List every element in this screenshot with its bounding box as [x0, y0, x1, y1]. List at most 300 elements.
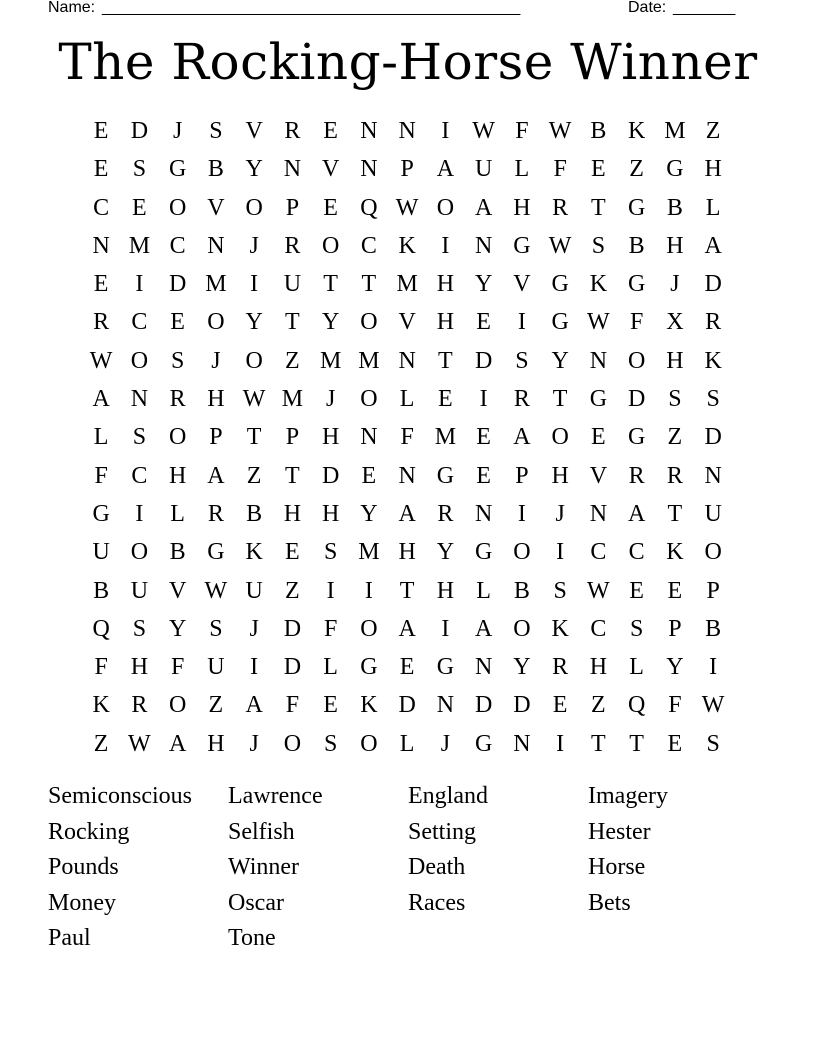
grid-letter[interactable]: V [321, 156, 340, 183]
grid-letter[interactable]: L [323, 654, 338, 681]
grid-letter[interactable]: S [553, 577, 567, 604]
grid-row [82, 495, 732, 533]
grid-letter[interactable]: E [323, 118, 338, 144]
grid-letter[interactable]: N [474, 500, 493, 527]
grid-letter[interactable]: A [92, 386, 110, 413]
grid-letter[interactable]: A [245, 692, 263, 719]
grid-letter[interactable]: B [666, 194, 683, 221]
grid-letter[interactable]: O [245, 347, 263, 374]
grid-letter[interactable]: V [207, 194, 225, 221]
grid-letter[interactable]: F [94, 462, 108, 489]
grid-letter[interactable]: O [436, 194, 455, 221]
grid-letter[interactable]: R [93, 309, 110, 336]
grid-letter[interactable]: S [706, 730, 720, 757]
grid-letter[interactable]: I [441, 232, 450, 259]
grid-letter[interactable]: R [169, 386, 186, 413]
grid-letter[interactable]: O [168, 194, 187, 221]
grid-letter[interactable]: I [441, 615, 450, 642]
grid-letter[interactable]: S [515, 347, 529, 374]
grid-letter[interactable]: O [130, 539, 149, 566]
grid-letter[interactable]: N [474, 654, 493, 681]
grid-letter[interactable]: Z [285, 347, 300, 374]
grid-letter[interactable]: H [398, 539, 416, 566]
grid-letter[interactable]: G [474, 539, 493, 566]
grid-letter[interactable]: S [132, 156, 147, 183]
grid-letter[interactable]: Z [285, 577, 300, 604]
grid-letter[interactable]: N [704, 462, 722, 489]
grid-letter[interactable]: H [207, 730, 225, 757]
grid-letter[interactable]: F [515, 118, 529, 144]
grid-letter[interactable]: O [207, 309, 225, 336]
grid-letter[interactable]: E [591, 424, 606, 451]
grid-letter[interactable]: E [591, 156, 606, 183]
grid-letter[interactable]: I [556, 539, 565, 566]
grid-letter[interactable]: U [704, 500, 722, 527]
grid-letter[interactable]: V [245, 118, 263, 144]
grid-letter[interactable]: O [513, 615, 531, 642]
grid-letter[interactable]: G [92, 500, 110, 527]
grid-letter[interactable]: U [130, 577, 149, 604]
grid-letter[interactable]: N [130, 386, 149, 413]
grid-letter[interactable]: G [627, 271, 646, 298]
grid-letter[interactable]: J [211, 347, 221, 374]
grid-letter[interactable]: Q [92, 615, 110, 642]
grid-letter[interactable]: I [364, 577, 373, 604]
grid-letter[interactable]: E [323, 194, 338, 221]
grid-letter[interactable]: M [396, 271, 418, 298]
grid-letter[interactable]: D [130, 118, 149, 144]
grid-letter[interactable]: I [326, 577, 335, 604]
grid-letter[interactable]: O [513, 539, 531, 566]
grid-letter[interactable]: L [93, 424, 109, 451]
grid-letter[interactable]: M [319, 347, 342, 374]
grid-letter[interactable]: H [321, 424, 340, 451]
grid-letter[interactable]: A [168, 730, 187, 757]
word-list-row [48, 815, 768, 851]
grid-letter[interactable]: N [360, 424, 378, 451]
grid-letter[interactable]: J [172, 118, 183, 144]
grid-letter[interactable]: A [474, 615, 493, 642]
grid-letter[interactable]: E [476, 462, 491, 489]
grid-letter[interactable]: P [285, 424, 300, 451]
grid-letter[interactable]: T [361, 271, 377, 298]
grid-letter[interactable]: S [209, 118, 223, 144]
grid-letter[interactable]: A [398, 615, 416, 642]
grid-letter[interactable]: P [285, 194, 300, 221]
grid-letter[interactable]: Z [208, 692, 224, 719]
grid-letter[interactable]: N [474, 232, 493, 259]
grid-letter[interactable]: K [92, 692, 110, 719]
grid-letter[interactable]: R [284, 118, 301, 144]
grid-letter[interactable]: Y [245, 156, 263, 183]
grid-letter[interactable]: V [589, 462, 608, 489]
grid-letter[interactable]: E [438, 386, 453, 413]
grid-letter[interactable]: Y [551, 347, 569, 374]
grid-letter[interactable]: A [513, 424, 531, 451]
grid-letter[interactable]: G [551, 309, 569, 336]
grid-letter[interactable]: N [92, 232, 110, 259]
grid-letter[interactable]: W [701, 692, 725, 719]
grid-letter[interactable]: C [169, 232, 186, 259]
grid-letter[interactable]: M [358, 539, 380, 566]
grid-letter[interactable]: G [627, 194, 646, 221]
grid-letter[interactable]: W [89, 347, 113, 374]
grid-letter[interactable]: S [323, 730, 338, 757]
word-list-item: Oscar [228, 889, 284, 916]
grid-letter[interactable]: Y [245, 309, 263, 336]
page-title: The Rocking-Horse Winner [58, 33, 758, 91]
grid-letter[interactable]: T [285, 309, 300, 336]
grid-letter[interactable]: T [399, 577, 415, 604]
grid-letter[interactable]: K [245, 539, 263, 566]
grid-letter[interactable]: E [323, 692, 338, 719]
grid-letter[interactable]: N [589, 500, 608, 527]
grid-letter[interactable]: E [399, 654, 415, 681]
grid-letter[interactable]: U [474, 156, 493, 183]
grid-letter[interactable]: O [283, 730, 302, 757]
grid-letter[interactable]: Y [436, 539, 455, 566]
grid-letter[interactable]: K [704, 347, 722, 374]
grid-letter[interactable]: G [360, 654, 378, 681]
grid-letter[interactable]: X [666, 309, 684, 336]
grid-letter[interactable]: N [589, 347, 608, 374]
grid-letter[interactable]: U [283, 271, 302, 298]
grid-letter[interactable]: R [513, 386, 530, 413]
grid-letter[interactable]: Z [246, 462, 262, 489]
grid-letter[interactable]: C [590, 615, 607, 642]
grid-letter[interactable]: T [629, 730, 644, 757]
grid-letter[interactable]: K [398, 232, 416, 259]
grid-letter[interactable]: A [627, 500, 646, 527]
grid-letter[interactable]: Z [667, 424, 683, 451]
grid-letter[interactable]: L [629, 654, 644, 681]
grid-letter[interactable]: P [400, 156, 414, 183]
word-list-item: Horse [588, 854, 646, 880]
grid-letter[interactable]: V [168, 577, 187, 604]
grid-letter[interactable]: C [93, 194, 110, 221]
grid-letter[interactable]: O [360, 386, 378, 413]
grid-letter[interactable]: G [627, 424, 646, 451]
grid-letter[interactable]: T [285, 462, 300, 489]
grid-letter[interactable]: B [628, 232, 645, 259]
grid-letter[interactable]: H [513, 194, 531, 221]
grid-letter[interactable]: W [548, 232, 572, 259]
grid-letter[interactable]: U [245, 577, 263, 604]
grid-letter[interactable]: D [474, 692, 493, 719]
grid-letter[interactable]: Y [666, 654, 684, 681]
grid-letter[interactable]: P [515, 462, 529, 489]
grid-letter[interactable]: E [667, 730, 683, 757]
grid-letter[interactable]: E [132, 194, 147, 221]
grid-letter[interactable]: C [360, 232, 377, 259]
grid-letter[interactable]: A [474, 194, 493, 221]
grid-letter[interactable]: E [629, 577, 644, 604]
grid-letter[interactable]: E [476, 424, 491, 451]
grid-letter[interactable]: R [666, 462, 683, 489]
grid-letter[interactable]: N [398, 347, 416, 374]
grid-letter[interactable]: L [514, 156, 530, 183]
grid-letter[interactable]: T [438, 347, 453, 374]
grid-letter[interactable]: O [130, 347, 149, 374]
grid-letter[interactable]: T [323, 271, 338, 298]
grid-letter[interactable]: A [207, 462, 225, 489]
grid-letter[interactable]: D [321, 462, 340, 489]
grid-letter[interactable]: B [207, 156, 224, 183]
grid-letter[interactable]: G [666, 156, 684, 183]
grid-letter[interactable]: Y [321, 309, 340, 336]
grid-letter[interactable]: F [553, 156, 567, 183]
grid-letter[interactable]: D [168, 271, 187, 298]
grid-letter[interactable]: R [628, 462, 645, 489]
grid-letter[interactable]: M [358, 347, 380, 374]
grid-letter[interactable]: B [513, 577, 530, 604]
grid-letter[interactable]: E [361, 462, 377, 489]
grid-letter[interactable]: U [92, 539, 110, 566]
grid-letter[interactable]: N [513, 730, 531, 757]
grid-letter[interactable]: H [551, 462, 569, 489]
grid-letter[interactable]: V [513, 271, 531, 298]
grid-letter[interactable]: G [436, 654, 455, 681]
grid-letter[interactable]: N [398, 118, 416, 144]
grid-letter[interactable]: J [670, 271, 680, 298]
grid-letter[interactable]: T [591, 730, 606, 757]
grid-letter[interactable]: Z [93, 730, 109, 757]
grid-letter[interactable]: B [590, 118, 607, 144]
grid-letter[interactable]: N [360, 118, 378, 144]
grid-letter[interactable]: Y [513, 654, 531, 681]
grid-letter[interactable]: E [93, 118, 109, 144]
grid-letter[interactable]: R [131, 692, 148, 719]
grid-letter[interactable]: F [94, 654, 108, 681]
grid-letter[interactable]: H [321, 500, 340, 527]
grid-letter[interactable]: Y [360, 500, 378, 527]
grid-letter[interactable]: E [93, 271, 109, 298]
grid-letter[interactable]: H [589, 654, 608, 681]
grid-letter[interactable]: I [250, 271, 259, 298]
grid-letter[interactable]: G [551, 271, 569, 298]
grid-letter[interactable]: H [130, 654, 149, 681]
grid-letter[interactable]: H [666, 347, 684, 374]
grid-letter[interactable]: B [705, 615, 722, 642]
grid-row [82, 265, 732, 303]
grid-letter[interactable]: A [398, 500, 416, 527]
grid-letter[interactable]: B [93, 577, 110, 604]
grid-letter[interactable]: M [128, 232, 151, 259]
grid-letter[interactable]: S [629, 615, 644, 642]
grid-letter[interactable]: E [170, 309, 185, 336]
grid-letter[interactable]: Z [629, 156, 644, 183]
grid-letter[interactable]: B [169, 539, 186, 566]
grid-letter[interactable]: D [474, 347, 493, 374]
grid-letter[interactable]: W [242, 386, 266, 413]
grid-letter[interactable]: Z [591, 692, 606, 719]
grid-letter[interactable]: H [436, 271, 455, 298]
grid-letter[interactable]: M [434, 424, 457, 451]
grid-letter[interactable]: O [551, 424, 569, 451]
grid-letter[interactable]: S [591, 232, 606, 259]
grid-letter[interactable]: R [705, 309, 722, 336]
grid-letter[interactable]: S [209, 615, 223, 642]
grid-letter[interactable]: S [132, 615, 147, 642]
grid-letter[interactable]: F [668, 692, 682, 719]
grid-letter[interactable]: A [436, 156, 455, 183]
grid-letter[interactable]: W [587, 309, 610, 336]
grid-letter[interactable]: R [284, 232, 301, 259]
grid-letter[interactable]: O [245, 194, 263, 221]
grid-letter[interactable]: J [249, 730, 259, 757]
grid-letter[interactable]: F [170, 654, 185, 681]
grid-letter[interactable]: J [325, 386, 336, 413]
name-label: Name: [48, 0, 96, 16]
grid-letter[interactable]: C [131, 309, 148, 336]
grid-letter[interactable]: F [323, 615, 338, 642]
grid-letter[interactable]: T [246, 424, 262, 451]
grid-letter[interactable]: B [246, 500, 263, 527]
grid-letter[interactable]: I [250, 654, 259, 681]
grid-letter[interactable]: F [400, 424, 414, 451]
grid-letter[interactable]: M [205, 271, 227, 298]
grid-letter[interactable]: Q [627, 692, 646, 719]
grid-letter[interactable]: G [513, 232, 531, 259]
grid-letter[interactable]: O [704, 539, 722, 566]
grid-letter[interactable]: Y [168, 615, 187, 642]
grid-letter[interactable]: I [517, 500, 526, 527]
grid-letter[interactable]: Q [360, 194, 378, 221]
word-list-item: Bets [588, 889, 631, 916]
grid-letter[interactable]: U [207, 654, 225, 681]
grid-letter[interactable]: D [704, 271, 722, 298]
grid-letter[interactable]: H [704, 156, 722, 183]
grid-letter[interactable]: G [436, 462, 455, 489]
grid-letter[interactable]: C [590, 539, 607, 566]
grid-letter[interactable]: S [170, 347, 185, 374]
grid-letter[interactable]: O [360, 309, 378, 336]
grid-letter[interactable]: N [360, 156, 378, 183]
grid-letter[interactable]: W [548, 118, 572, 144]
grid-letter[interactable]: I [556, 730, 565, 757]
grid-letter[interactable]: N [283, 156, 302, 183]
grid-letter[interactable]: L [399, 386, 415, 413]
grid-letter[interactable]: C [131, 462, 148, 489]
grid-letter[interactable]: E [93, 156, 109, 183]
grid-letter[interactable]: G [589, 386, 608, 413]
grid-letter[interactable]: I [479, 386, 488, 413]
grid-letter[interactable]: S [668, 386, 682, 413]
grid-letter[interactable]: N [207, 232, 225, 259]
grid-letter[interactable]: D [513, 692, 531, 719]
grid-letter[interactable]: F [285, 692, 300, 719]
grid-letter[interactable]: N [398, 462, 416, 489]
grid-letter[interactable]: W [472, 118, 495, 144]
grid-letter[interactable]: E [552, 692, 568, 719]
grid-letter[interactable]: P [209, 424, 223, 451]
grid-letter[interactable]: E [667, 577, 683, 604]
grid-letter[interactable]: R [437, 500, 454, 527]
grid-letter[interactable]: O [360, 615, 378, 642]
grid-letter[interactable]: I [135, 500, 144, 527]
grid-letter[interactable]: O [168, 692, 187, 719]
grid-letter[interactable]: H [168, 462, 187, 489]
grid-letter[interactable]: E [476, 309, 491, 336]
grid-letter[interactable]: W [128, 730, 151, 757]
grid-letter[interactable]: L [705, 194, 721, 221]
grid-letter[interactable]: T [667, 500, 683, 527]
grid-letter[interactable]: M [281, 386, 304, 413]
grid-letter[interactable]: G [474, 730, 493, 757]
grid-row [82, 342, 732, 380]
grid-letter[interactable]: Z [705, 118, 721, 144]
grid-letter[interactable]: D [398, 692, 416, 719]
grid-letter[interactable]: J [249, 615, 259, 642]
grid-letter[interactable]: J [555, 500, 565, 527]
grid-letter[interactable]: F [629, 309, 644, 336]
grid-letter[interactable]: C [628, 539, 645, 566]
grid-letter[interactable]: Y [474, 271, 493, 298]
grid-letter[interactable]: K [589, 271, 608, 298]
word-list-item: Setting [408, 818, 477, 845]
grid-letter[interactable]: L [476, 577, 491, 604]
grid-letter[interactable]: I [709, 654, 718, 681]
grid-letter[interactable]: H [436, 309, 455, 336]
grid-letter[interactable]: M [664, 118, 686, 144]
grid-letter[interactable]: I [135, 271, 144, 298]
grid-letter[interactable]: A [704, 232, 722, 259]
grid-letter[interactable]: P [706, 577, 720, 604]
grid-letter[interactable]: K [666, 539, 684, 566]
grid-letter[interactable]: D [283, 654, 302, 681]
grid-letter[interactable]: K [360, 692, 378, 719]
grid-letter[interactable]: O [321, 232, 340, 259]
grid-letter[interactable]: S [132, 424, 147, 451]
grid-letter[interactable]: W [587, 577, 610, 604]
grid-letter[interactable]: O [168, 424, 187, 451]
grid-letter[interactable]: L [399, 730, 415, 757]
grid-letter[interactable]: H [207, 386, 225, 413]
grid-letter[interactable]: G [168, 156, 187, 183]
grid-row [82, 610, 732, 648]
grid-letter[interactable]: H [436, 577, 455, 604]
grid-letter[interactable]: W [204, 577, 228, 604]
grid-letter[interactable]: H [283, 500, 302, 527]
grid-letter[interactable]: I [517, 309, 526, 336]
grid-letter[interactable]: W [395, 194, 419, 221]
grid-letter[interactable]: D [283, 615, 302, 642]
grid-letter[interactable]: S [323, 539, 338, 566]
grid-letter[interactable]: H [666, 232, 684, 259]
grid-letter[interactable]: J [440, 730, 451, 757]
grid-letter[interactable]: T [591, 194, 606, 221]
grid-letter[interactable]: K [551, 615, 569, 642]
grid-letter[interactable]: N [436, 692, 455, 719]
grid-letter[interactable]: D [627, 386, 646, 413]
grid-letter[interactable]: P [668, 615, 682, 642]
grid-letter[interactable]: O [627, 347, 646, 374]
grid-letter[interactable]: R [552, 654, 569, 681]
grid-letter[interactable]: G [207, 539, 225, 566]
grid-letter[interactable]: K [627, 118, 646, 144]
grid-letter[interactable]: E [285, 539, 300, 566]
grid-letter[interactable]: J [249, 232, 259, 259]
grid-letter[interactable]: O [360, 730, 378, 757]
grid-letter[interactable]: R [207, 500, 224, 527]
grid-letter[interactable]: R [552, 194, 569, 221]
grid-letter[interactable]: L [170, 500, 185, 527]
grid-letter[interactable]: T [552, 386, 568, 413]
grid-letter[interactable]: I [441, 118, 450, 144]
grid-letter[interactable]: D [704, 424, 722, 451]
grid-letter[interactable]: V [398, 309, 416, 336]
grid-letter[interactable]: S [706, 386, 720, 413]
